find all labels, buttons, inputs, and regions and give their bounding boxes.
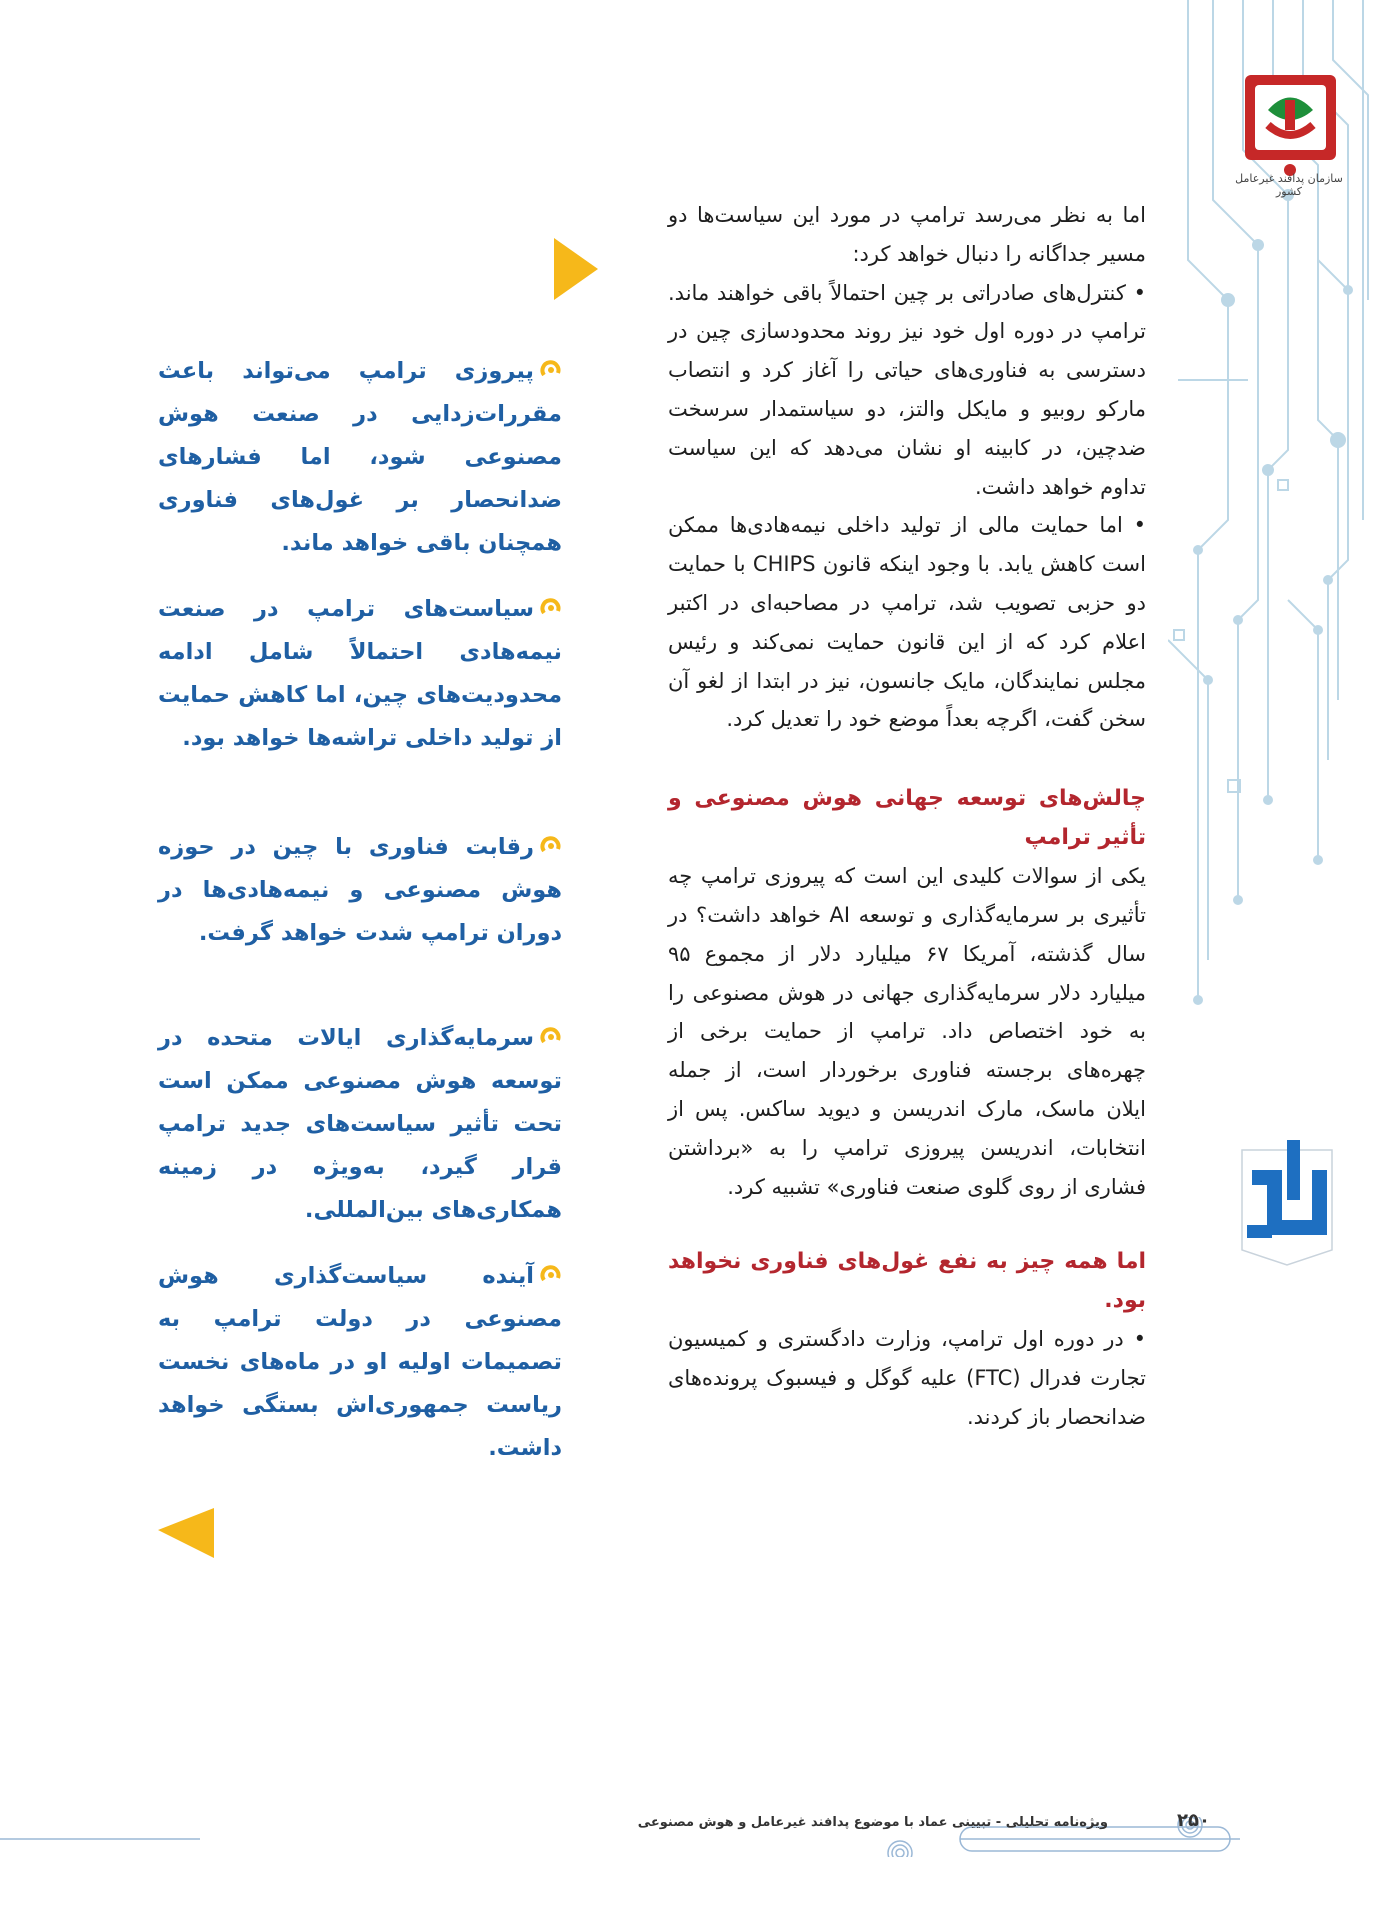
swirl-bullet-icon (540, 597, 562, 619)
bullet-chips-act: • اما حمایت مالی از تولید داخلی نیمه‌هادی‌ها ممکن است کاهش یابد. با وجود اینکه قانون CHIPS با حمایت دو حزبی تصویب شد، ترامپ در مصاحبه‌ای در اکتبر اعلام کرد که از این قانون حمایت نمی‌کند و رئیس مجلس نمایندگان، مایک جانسون، نیز در ابتدا از لغو آن سخن گفت، اگرچه بعداً موضع خود را تعدیل کرد. (668, 513, 1146, 732)
emad-logo (1232, 1130, 1342, 1270)
triangle-right-icon (554, 238, 598, 300)
side-highlight-5 (158, 1255, 562, 1470)
side-highlight-4 (158, 1017, 562, 1232)
side-highlight-3 (158, 826, 562, 955)
swirl-bullet-icon (540, 359, 562, 381)
side-highlight-text: رقابت فناوری با چین در حوزه هوش مصنوعی و نیمه‌هادی‌ها در دوران ترامپ شدت خواهد گرفت. (158, 834, 562, 946)
page-number: ۲۵۰ (1177, 1810, 1210, 1831)
side-highlight-1 (158, 350, 562, 565)
swirl-bullet-icon (540, 835, 562, 857)
heading-ai-challenges: چالش‌های توسعه جهانی هوش مصنوعی و تأثیر ترامپ (668, 786, 1146, 851)
swirl-bullet-icon (540, 1026, 562, 1048)
side-highlight-text: سیاست‌های ترامپ در صنعت نیمه‌هادی احتمالاً شامل ادامه محدودیت‌های چین، اما کاهش حمایت از تولید داخلی تراشه‌ها خواهد بود. (158, 596, 562, 751)
side-highlight-text: پیروزی ترامپ می‌تواند باعث مقررات‌زدایی در صنعت هوش مصنوعی شود، اما فشارهای ضدانحصار بر غول‌های فناوری همچنان باقی خواهد ماند. (158, 358, 562, 556)
side-highlight-2 (158, 588, 562, 760)
side-highlight-text: آینده سیاست‌گذاری هوش مصنوعی در دولت ترامپ به تصمیمات اولیه او در ماه‌های نخست ریاست جمهوری‌اش بستگی خواهد داشت. (158, 1263, 562, 1461)
bullet-antitrust: • در دوره اول ترامپ، وزارت دادگستری و کمیسیون تجارت فدرال (FTC) علیه گوگل و فیسبوک پرونده‌های ضدانحصار باز کردند. (668, 1327, 1146, 1429)
paragraph-ai-investment: یکی از سوالات کلیدی این است که پیروزی ترامپ چه تأثیری بر سرمایه‌گذاری و توسعه AI خواهد داشت؟ در سال گذشته، آمریکا ۶۷ میلیارد دلار از مجموع ۹۵ میلیارد دلار سرمایه‌گذاری جهانی در هوش مصنوعی را به خود اختصاص داد. ترامپ از حمایت برخی از چهره‌های برجسته فناوری برخوردار است، از جمله ایلان ماسک، مارک اندریسن و دیوید ساکس. پس از انتخابات، اندریسن پیروزی ترامپ را به «برداشتن فشاری از روی گلوی صنعت فناوری» تشبیه کرد. (668, 864, 1146, 1199)
triangle-left-icon (158, 1508, 214, 1558)
heading-big-tech: اما همه چیز به نفع غول‌های فناوری نخواهد بود. (668, 1249, 1146, 1314)
paragraph-intro: اما به نظر می‌رسد ترامپ در مورد این سیاست‌ها دو مسیر جداگانه را دنبال خواهد کرد: (668, 203, 1146, 266)
side-highlight-text: سرمایه‌گذاری ایالات متحده در توسعه هوش مصنوعی ممکن است تحت تأثیر سیاست‌های جدید ترامپ قرار گیرد، به‌ویژه در زمینه همکاری‌های بین‌المللی. (158, 1025, 562, 1223)
swirl-bullet-icon (540, 1264, 562, 1286)
footer-text: ویژه‌نامه تحلیلی - تبیینی عماد با موضوع پدافند غیرعامل و هوش مصنوعی (637, 1815, 1108, 1830)
org-caption: سازمان پدافند غیرعامل کشور (1235, 172, 1343, 198)
main-column (668, 196, 1146, 1437)
bullet-export-controls: • کنترل‌های صادراتی بر چین احتمالاً باقی خواهند ماند. ترامپ در دوره اول خود نیز روند محدودسازی چین در دسترسی به فناوری‌های حیاتی را آغاز کرد و انتصاب مارکو روبیو و مایکل والتز، دو سیاستمدار سرسخت ضدچین، در کابینه او نشان می‌دهد که این سیاست تداوم خواهد داشت. (668, 280, 1146, 499)
